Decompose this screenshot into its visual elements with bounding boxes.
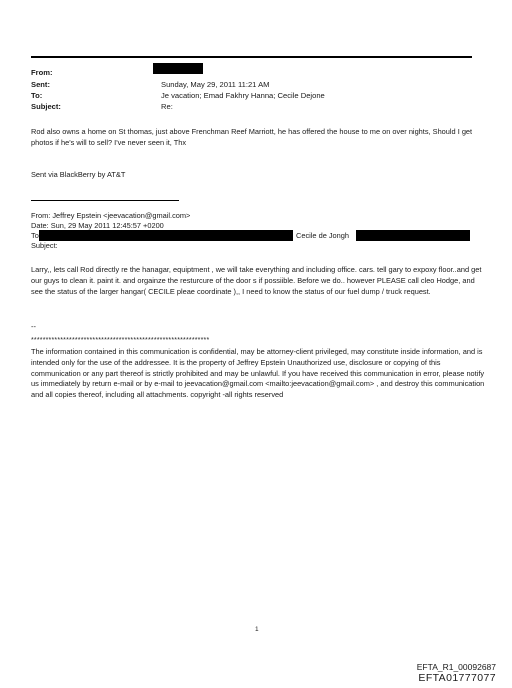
subject-label: Subject: [31, 102, 61, 111]
quoted-from: From: Jeffrey Epstein <jeevacation@gmail.com> [31, 211, 191, 220]
disclaimer-text: The information contained in this communication is confidential, may be attorney-client privileged, may constitute inside information, and is intended only for the use of the addressee. It is the property of Jeffrey Epstein Unauthorized use, disclosure or copying of this communication or any part thereof is strictly prohibited and may be unlawful. If you have received this communication in error, please notify us immediately by return e-mail or by e-mail to jeevacation@gmail.com <mailto:jeevacation@gmail.com> , and destroy this communication and all copies thereof, including all attachments. copyright -all rights reserved [31, 347, 485, 400]
bates-stamp-small: EFTA_R1_00092687 [416, 662, 496, 672]
stars-separator: ************************************************************* [31, 337, 210, 344]
to-label: To: [31, 91, 43, 100]
message-signature: Sent via BlackBerry by AT&T [31, 170, 126, 179]
sent-value: Sunday, May 29, 2011 11:21 AM [161, 80, 270, 89]
quoted-subject: Subject: [31, 241, 58, 250]
quoted-date: Date: Sun, 29 May 2011 12:45:57 +0200 [31, 221, 164, 230]
to-value: Je vacation; Emad Fakhry Hanna; Cecile Dejone [161, 91, 325, 100]
sent-label: Sent: [31, 80, 50, 89]
quoted-to-visible: Cecile de Jongh [296, 231, 350, 240]
redaction-from [153, 63, 203, 74]
quoted-body: Larry,, lets call Rod directly re the hanagar, equiptment , we will take everything and including office. cars. tell gary to expoxy floor..and get our guys to clean it. paint it. and orgainze the resturcure of the door s if possiible. Before we do.. however PLEASE call cleo Hodge, and see the status of the larger hangar( CECILE pleae coordinate ),, I need to know the status of our fuel dump / truck request. [31, 265, 482, 296]
quote-separator [31, 200, 179, 201]
page-number: 1 [255, 626, 259, 633]
redaction-to-2 [356, 230, 470, 241]
bates-stamp-large: EFTA01777077 [418, 672, 496, 684]
message-body: Rod also owns a home on St thomas, just above Frenchman Reef Marriott, he has offered the house to me on over nights, Should I get photos if he's will to sell? I've never seen it, Thx [31, 127, 473, 147]
header-rule [31, 56, 472, 58]
quoted-to-label: To [31, 231, 39, 240]
quoted-dashes: -- [31, 322, 36, 331]
from-label: From: [31, 68, 53, 77]
subject-value: Re: [161, 102, 173, 111]
redaction-to-1 [39, 230, 293, 241]
